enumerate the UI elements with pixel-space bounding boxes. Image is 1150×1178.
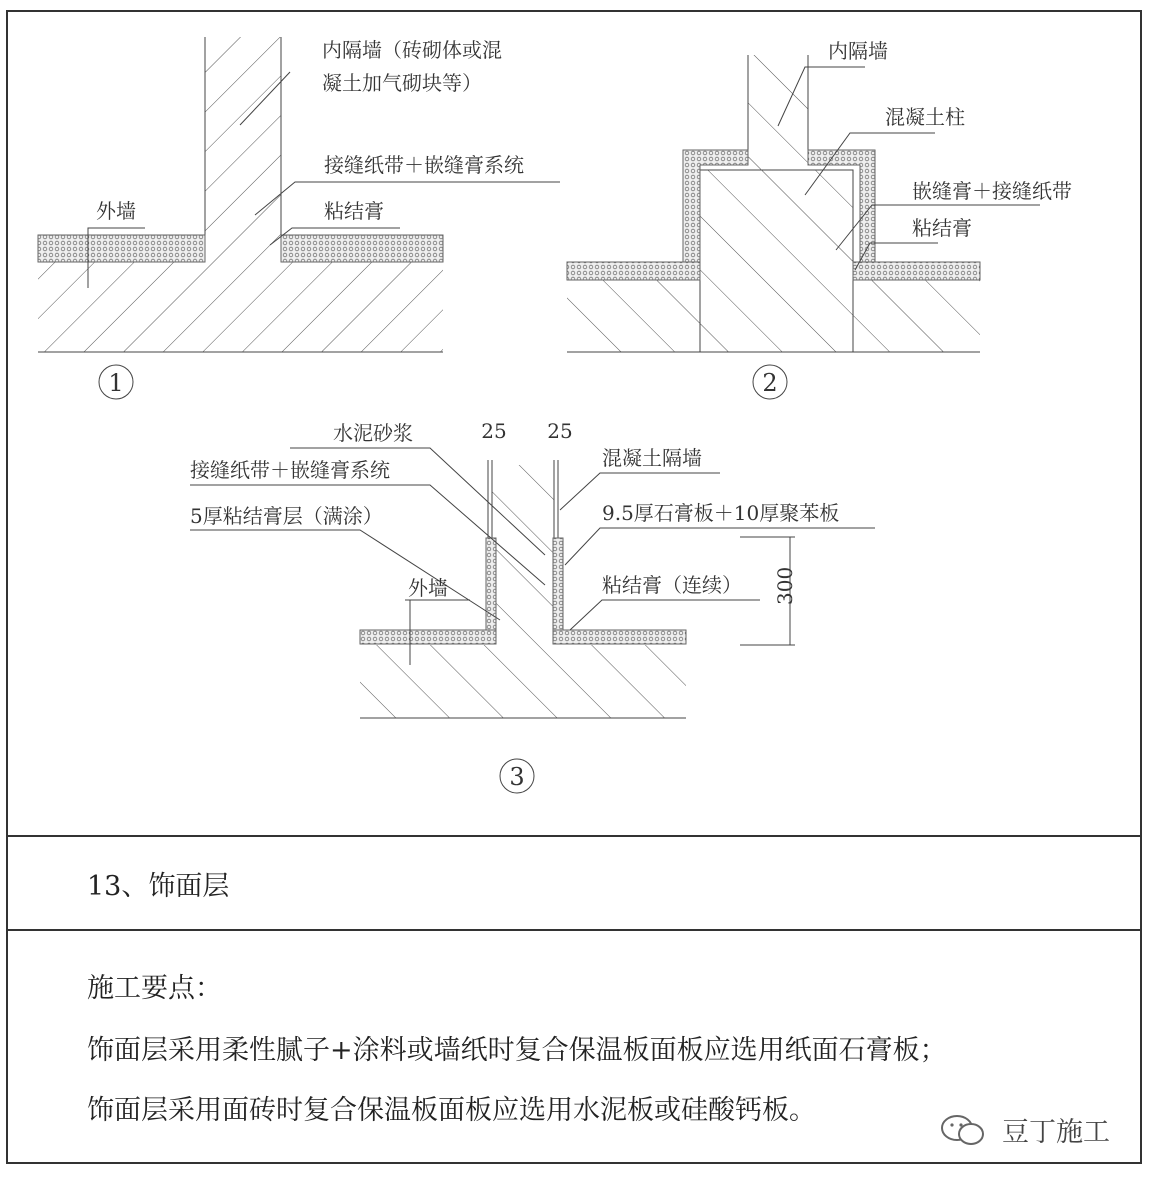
label-concrete-column: 混凝土柱 [885, 105, 965, 129]
divider [6, 929, 1142, 931]
label-adhesive-layer: 5厚粘结膏层（满涂） [190, 504, 383, 528]
note-line: 饰面层采用面砖时复合保温板面板应选用水泥板或硅酸钙板。 [87, 1095, 816, 1126]
label-board: 9.5厚石膏板＋10厚聚苯板 [602, 501, 840, 525]
label-inner-wall: 内隔墙 [828, 39, 888, 63]
label-inner-wall-cont: 凝土加气砌块等） [322, 71, 482, 95]
label-adhesive: 粘结膏 [912, 216, 972, 240]
label-joint: 嵌缝膏＋接缝纸带 [912, 179, 1072, 203]
label-outer-wall: 外墙 [408, 576, 448, 600]
dimension-25: 25 [547, 419, 573, 443]
label-joint: 接缝纸带＋嵌缝膏系统 [324, 153, 524, 177]
detail-number: 1 [108, 369, 124, 397]
label-adhesive-continuous: 粘结膏（连续） [602, 573, 742, 597]
detail-number: 2 [762, 369, 778, 397]
label-joint: 接缝纸带＋嵌缝膏系统 [190, 458, 390, 482]
watermark [938, 1110, 1110, 1149]
detail-number: 3 [509, 763, 525, 791]
dimension-25: 25 [481, 419, 507, 443]
watermark-text: 豆丁施工 [1002, 1117, 1110, 1148]
section-title: 13、饰面层 [87, 871, 230, 902]
label-outer-wall: 外墙 [96, 199, 136, 223]
notes-heading: 施工要点： [87, 973, 222, 1004]
drawing-3 [190, 419, 875, 793]
label-adhesive: 粘结膏 [324, 199, 384, 223]
drawing-2 [567, 39, 1072, 399]
wechat-icon [938, 1113, 988, 1147]
label-cement-mortar: 水泥砂浆 [333, 421, 413, 445]
dimension-300: 300 [773, 566, 797, 605]
label-inner-wall: 内隔墙（砖砌体或混 [322, 38, 502, 62]
note-line: 饰面层采用柔性腻子+涂料或墙纸时复合保温板面板应选用纸面石膏板； [87, 1035, 947, 1066]
label-concrete-wall: 混凝土隔墙 [602, 446, 702, 470]
drawing-1 [38, 37, 560, 399]
